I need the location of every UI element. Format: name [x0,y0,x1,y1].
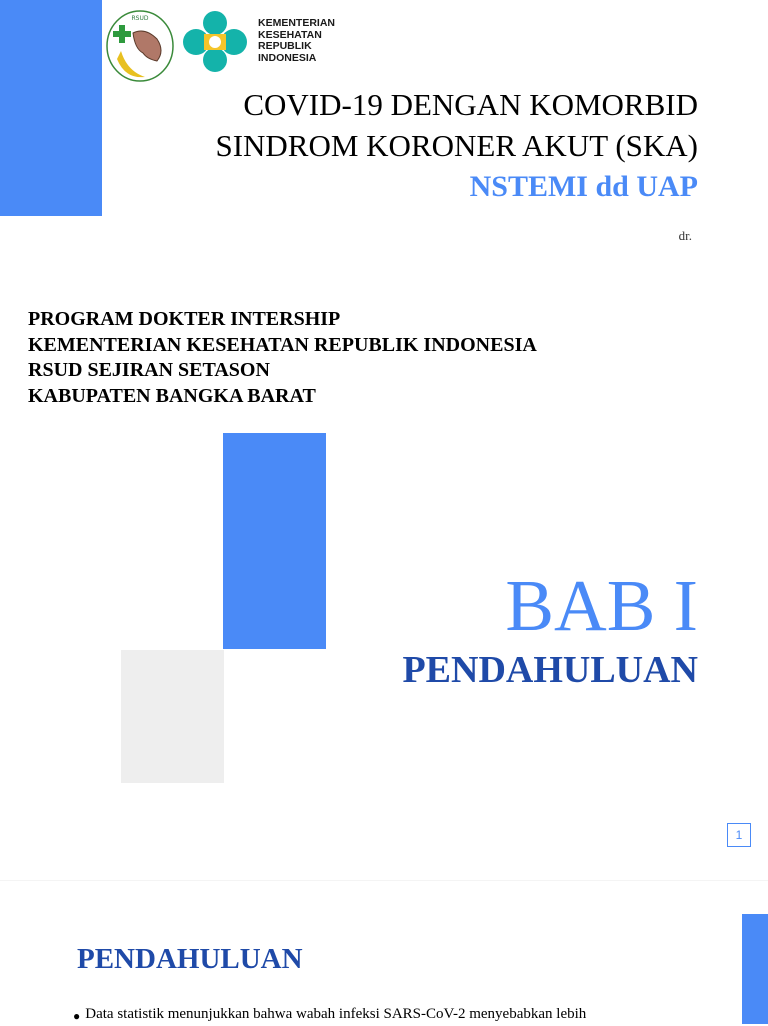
bullet-dot-icon: ● [73,1009,81,1023]
kemenkes-logo [180,10,250,72]
slide-divider [0,880,768,881]
section-title: PENDAHULUAN [77,943,303,975]
bullet-text: Data statistik menunjukkan bahwa wabah infeksi SARS-CoV-2 menyebabkan lebih [85,1006,587,1022]
program-line: KABUPATEN BANGKA BARAT [28,384,316,407]
title-line-2: SINDROM KORONER AKUT (SKA) [215,128,698,163]
kemenkes-text-line: KESEHATAN [258,28,322,41]
kemenkes-text-line: REPUBLIK [258,40,312,52]
decorative-blue-block [223,433,326,649]
decorative-blue-bar [0,0,102,216]
program-line: KEMENTERIAN KESEHATAN REPUBLIK INDONESIA [28,333,537,356]
title-line-1: COVID-19 DENGAN KOMORBID [243,87,698,122]
kemenkes-text-line: INDONESIA [258,51,317,64]
chapter-heading: BAB I [505,565,698,646]
chapter-subheading: PENDAHULUAN [402,649,698,691]
decorative-gray-block [121,650,224,783]
program-line: RSUD SEJIRAN SETASON [28,359,270,381]
author: dr. [678,228,692,243]
program-block [28,307,537,409]
kemenkes-text-line: KEMENTERIAN [258,17,336,29]
page-number-badge: 1 [727,823,751,847]
bullet-item [73,1006,586,1026]
decorative-blue-bar-right [742,914,768,1024]
rsud-logo-text: RSUD [131,15,149,22]
kemenkes-wordmark [258,18,368,64]
program-line: PROGRAM DOKTER INTERSHIP [28,308,341,330]
subtitle: NSTEMI dd UAP [469,170,698,203]
rsud-logo [105,9,175,83]
